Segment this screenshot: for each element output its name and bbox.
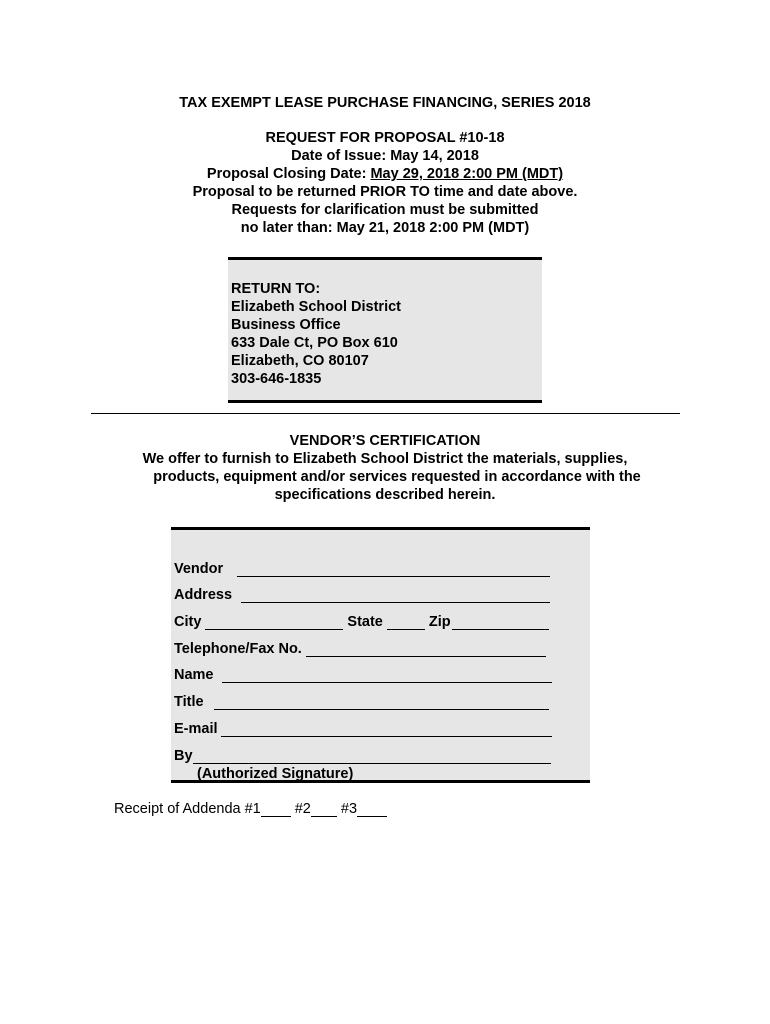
title-field xyxy=(174,693,549,711)
certification-line-2: products, equipment and/or services requested in accordance with the xyxy=(153,469,641,485)
addenda-1-input-line[interactable] xyxy=(261,802,291,817)
vendor-input-line[interactable] xyxy=(237,562,550,577)
signature-field xyxy=(174,747,551,765)
addenda-2-input-line[interactable] xyxy=(311,802,337,817)
addenda-receipt xyxy=(114,800,387,818)
title-input-line[interactable] xyxy=(214,695,549,710)
section-divider xyxy=(91,413,680,414)
certification-line-3: specifications described herein. xyxy=(274,487,496,503)
return-to-label: RETURN TO: xyxy=(231,281,321,297)
return-notice: Proposal to be returned PRIOR TO time and date above. xyxy=(192,184,578,200)
title-label: Title xyxy=(174,694,204,710)
state-input-line[interactable] xyxy=(387,615,425,630)
signature-input-line[interactable] xyxy=(193,749,551,764)
rfp-number: REQUEST FOR PROPOSAL #10-18 xyxy=(265,130,505,146)
date-of-issue: Date of Issue: May 14, 2018 xyxy=(291,148,479,164)
address-field xyxy=(174,586,550,604)
closing-date-value: May 29, 2018 2:00 PM (MDT) xyxy=(370,166,564,182)
clarification-line-2: no later than: May 21, 2018 2:00 PM (MDT) xyxy=(240,220,530,236)
certification-line-1: We offer to furnish to Elizabeth School District the materials, supplies, xyxy=(142,451,628,467)
city-state-zip-field xyxy=(174,613,549,631)
name-label: Name xyxy=(174,667,214,683)
clarification-line-1: Requests for clarification must be submitted xyxy=(231,202,539,218)
name-field xyxy=(174,666,552,684)
closing-date xyxy=(0,165,770,183)
addenda-3-label: #3 xyxy=(340,801,358,817)
email-field xyxy=(174,720,552,738)
certification-heading: VENDOR’S CERTIFICATION xyxy=(289,433,481,449)
address-label: Address xyxy=(174,587,233,603)
addenda-3-input-line[interactable] xyxy=(357,802,387,817)
addenda-2-label: #2 xyxy=(294,801,311,817)
address-input-line[interactable] xyxy=(241,588,550,603)
return-to-line: 633 Dale Ct, PO Box 610 xyxy=(231,335,398,351)
name-input-line[interactable] xyxy=(222,668,552,683)
return-to-box xyxy=(228,257,542,403)
document-title: TAX EXEMPT LEASE PURCHASE FINANCING, SERIES 2018 xyxy=(179,95,591,111)
telephone-label: Telephone/Fax No. xyxy=(174,641,302,657)
return-to-line: Business Office xyxy=(231,317,341,333)
email-input-line[interactable] xyxy=(221,722,552,737)
vendor-field xyxy=(174,560,550,578)
state-label: State xyxy=(347,614,383,630)
vendor-form-box xyxy=(171,527,590,783)
city-label: City xyxy=(174,614,202,630)
email-label: E-mail xyxy=(174,721,218,737)
telephone-field xyxy=(174,640,546,658)
addenda-label: Receipt of Addenda #1 xyxy=(114,801,261,817)
return-to-line: 303-646-1835 xyxy=(231,371,322,387)
return-to-line: Elizabeth, CO 80107 xyxy=(231,353,369,369)
closing-date-label: Proposal Closing Date: xyxy=(206,166,371,182)
city-input-line[interactable] xyxy=(205,615,343,630)
zip-input-line[interactable] xyxy=(452,615,549,630)
vendor-label: Vendor xyxy=(174,561,224,577)
zip-label: Zip xyxy=(428,614,451,630)
return-to-line: Elizabeth School District xyxy=(231,299,401,315)
by-label: By xyxy=(174,748,193,764)
telephone-input-line[interactable] xyxy=(306,642,546,657)
signature-note: (Authorized Signature) xyxy=(197,766,354,782)
